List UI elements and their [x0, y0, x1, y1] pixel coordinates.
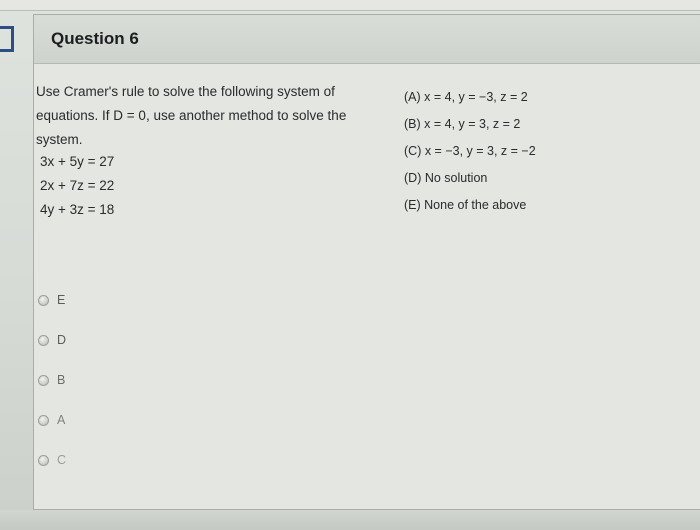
equation: 2x + 7z = 22 — [40, 178, 115, 193]
answer-option-a[interactable] — [38, 400, 66, 440]
choice-a: (A) x = 4, y = −3, z = 2 — [404, 90, 528, 104]
radio-button[interactable] — [38, 375, 49, 386]
bottom-edge — [0, 510, 700, 530]
choice-b: (B) x = 4, y = 3, z = 2 — [404, 117, 521, 131]
choice-e: (E) None of the above — [404, 198, 527, 212]
answer-option-c[interactable] — [38, 440, 66, 480]
answer-label[interactable]: E — [57, 293, 66, 307]
choice-d: (D) No solution — [404, 171, 488, 185]
radio-button[interactable] — [38, 455, 49, 466]
answer-label[interactable]: C — [57, 453, 67, 467]
choices-list — [404, 84, 536, 219]
radio-button[interactable] — [38, 415, 49, 426]
top-strip — [0, 0, 700, 11]
equation: 3x + 5y = 27 — [40, 154, 115, 169]
radio-button[interactable] — [38, 295, 49, 306]
answer-label[interactable]: B — [57, 373, 66, 387]
answer-option-e[interactable] — [38, 280, 66, 320]
answer-option-d[interactable] — [38, 320, 66, 360]
question-stem — [36, 80, 381, 152]
answer-option-b[interactable] — [38, 360, 66, 400]
stem-line: system. — [36, 132, 83, 147]
answer-label[interactable]: D — [57, 333, 67, 347]
answer-options — [38, 280, 66, 480]
answer-label[interactable]: A — [57, 413, 66, 427]
stem-line: Use Cramer's rule to solve the following system of — [36, 84, 335, 99]
stem-line: equations. If D = 0, use another method to solve the — [36, 108, 347, 123]
equation-system — [40, 150, 114, 222]
question-header — [34, 15, 700, 64]
question-title: Question 6 — [51, 29, 139, 48]
radio-button[interactable] — [38, 335, 49, 346]
equation: 4y + 3z = 18 — [40, 202, 115, 217]
bookmark-icon[interactable] — [0, 26, 14, 52]
choice-c: (C) x = −3, y = 3, z = −2 — [404, 144, 536, 158]
